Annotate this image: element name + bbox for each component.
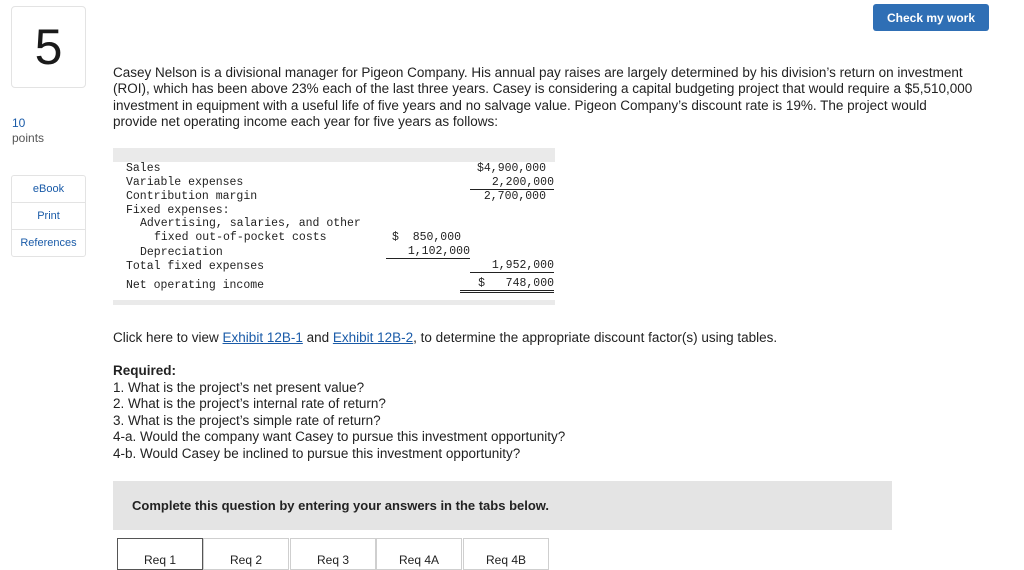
required-item-1: 1. What is the project’s net present value?: [113, 379, 365, 395]
exhibit-prefix: Click here to view: [113, 330, 223, 345]
tab-req-3[interactable]: Req 3: [290, 538, 376, 570]
required-item-4a: 4-a. Would the company want Casey to pursue this investment opportunity?: [113, 429, 566, 444]
tab-req-2[interactable]: Req 2: [203, 538, 289, 570]
advertising-value: $ 850,000: [391, 231, 461, 244]
depreciation-value: 1,102,000: [386, 245, 470, 259]
depreciation-label: Depreciation: [140, 246, 223, 259]
ebook-link[interactable]: eBook: [12, 176, 85, 203]
sales-label: Sales: [126, 162, 161, 175]
advertising-label-line1: Advertising, salaries, and other: [140, 217, 361, 230]
points-label: points: [12, 131, 45, 145]
fixed-expenses-header: Fixed expenses:: [126, 204, 230, 217]
check-my-work-button[interactable]: Check my work: [873, 4, 989, 31]
contribution-margin-value: 2,700,000: [483, 190, 546, 203]
required-item-2: 2. What is the project’s internal rate of return?: [113, 396, 386, 411]
net-operating-income-value: $ 748,000: [460, 277, 554, 293]
points-info: [12, 116, 44, 146]
points-value: 10: [12, 116, 26, 130]
references-link[interactable]: References: [20, 237, 77, 249]
variable-expenses-value: 2,200,000: [470, 176, 554, 190]
exhibit-12b-2-link[interactable]: Exhibit 12B-2: [332, 330, 414, 345]
required-heading: Required:: [113, 363, 177, 378]
exhibit-instruction: [113, 330, 777, 345]
advertising-label-line2: fixed out-of-pocket costs: [154, 231, 327, 244]
contribution-margin-label: Contribution margin: [126, 190, 258, 203]
required-section: [113, 363, 565, 462]
required-item-4b: 4-b. Would Casey be inclined to pursue this investment opportunity?: [113, 445, 521, 461]
tab-req-4b[interactable]: Req 4B: [463, 538, 549, 570]
sales-value: $4,900,000: [476, 162, 546, 175]
resource-links: [11, 175, 86, 257]
question-number: 5: [11, 6, 86, 88]
instructions-text: Complete this question by entering your answers in the tabs below.: [132, 498, 550, 513]
total-fixed-expenses-value: 1,952,000: [470, 259, 554, 273]
problem-statement: Casey Nelson is a divisional manager for Pigeon Company. His annual pay raises are largely determined by his division’s return on investment (ROI), which has been above 23% each of the last three years. Casey is considering a capital budgeting project that would require a $5,510,000 investment in equipment with a useful life of five years and no salvage value. Pigeon Company’s discount rate is 19%. The project would provide net operating income each year for five years as follows:: [113, 65, 973, 129]
tab-req-4a[interactable]: Req 4A: [376, 538, 462, 570]
variable-expenses-label: Variable expenses: [126, 176, 244, 189]
instructions-banner: [113, 481, 892, 530]
net-operating-income-label: Net operating income: [126, 279, 265, 292]
total-fixed-expenses-label: Total fixed expenses: [126, 260, 265, 273]
exhibit-suffix: , to determine the appropriate discount factor(s) using tables.: [413, 330, 778, 345]
exhibit-middle: and: [302, 330, 333, 345]
tab-req-1[interactable]: Req 1: [117, 538, 203, 570]
required-item-3: 3. What is the project’s simple rate of return?: [113, 412, 381, 428]
print-link[interactable]: Print: [12, 203, 85, 230]
exhibit-12b-1-link[interactable]: Exhibit 12B-1: [222, 330, 303, 345]
